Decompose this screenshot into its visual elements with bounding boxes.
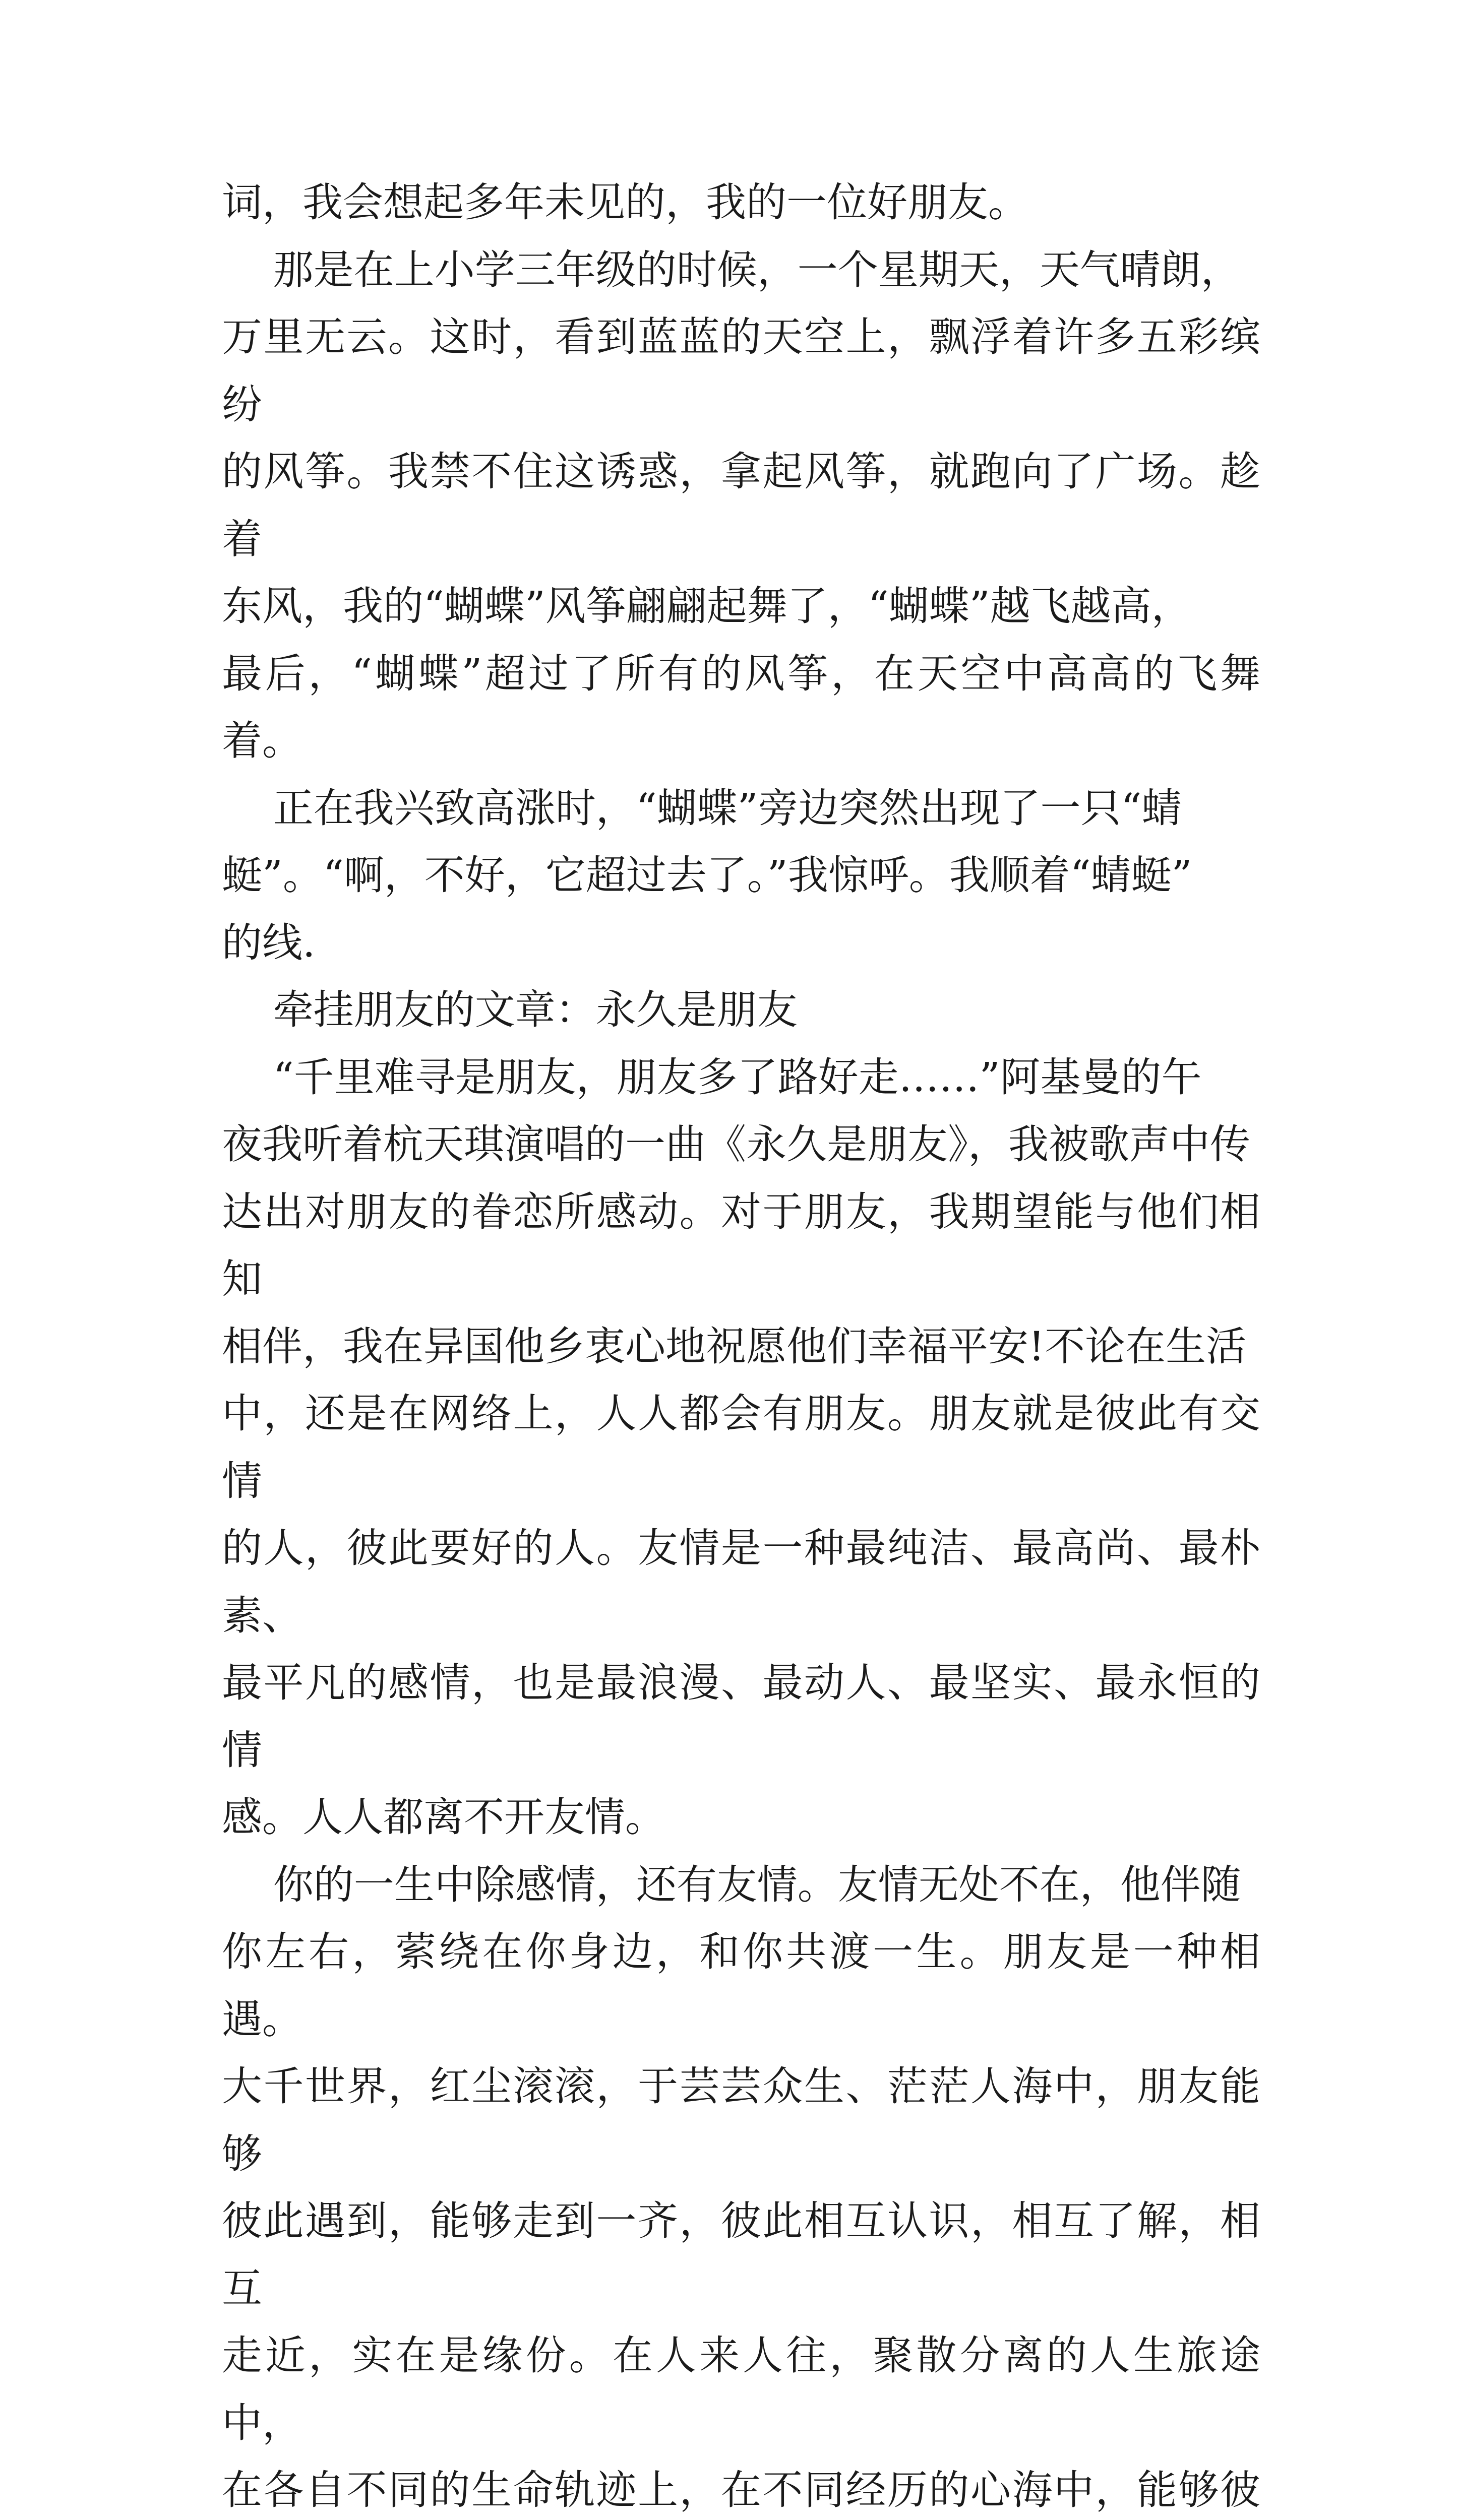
text-line: 走近，实在是缘份。在人来人往，聚散分离的人生旅途中， [222,2332,1260,2446]
text-line: “千里难寻是朋友，朋友多了路好走……”阿基曼的午 [222,1053,1202,1101]
text-line: 万里无云。这时，看到蓝蓝的天空上，飘浮着许多五彩缤纷 [222,313,1260,428]
text-line: 中，还是在网络上，人人都会有朋友。朋友就是彼此有交情 [222,1390,1260,1504]
text-line: 正在我兴致高涨时，“蝴蝶”旁边突然出现了一只“蜻 [222,784,1182,832]
body-text [222,169,1260,2520]
text-line: 那是在上小学三年级的时候，一个星期天，天气晴朗， [222,246,1241,293]
text-line: 你的一生中除感情，还有友情。友情无处不在，他伴随 [222,1861,1241,1908]
text-line: 相伴，我在异国他乡衷心地祝愿他们幸福平安!不论在生活 [222,1322,1247,1370]
text-line: 的人，彼此要好的人。友情是一种最纯洁、最高尚、最朴素、 [222,1525,1260,1639]
text-line: 夜我听着杭天琪演唱的一曲《永久是朋友》，我被歌声中传 [222,1121,1250,1168]
section-heading: 牵挂朋友的文章：永久是朋友 [222,986,798,1033]
text-line: 蜓”。“啊，不好，它超过去了。”我惊呼。我顺着“蜻蜓” [222,852,1192,899]
text-line: 达出对朋友的眷恋所感动。对于朋友，我期望能与他们相知 [222,1188,1260,1302]
text-line: 在各自不同的生命轨迹上，在不同经历的心海中，能够彼 [222,2467,1260,2513]
text-line: 你左右，萦绕在你身边，和你共渡一生。朋友是一种相遇。 [222,1928,1260,2043]
text-line: 东风，我的“蝴蝶”风筝翩翩起舞了，“蝴蝶”越飞越高， [222,583,1192,629]
text-line: 的风筝。我禁不住这诱惑，拿起风筝，就跑向了广场。趁着 [222,448,1260,562]
text-line: 彼此遇到，能够走到一齐，彼此相互认识，相互了解，相互 [222,2197,1260,2312]
text-line: 最平凡的感情，也是最浪漫、最动人、最坚实、最永恒的情 [222,1659,1260,1774]
text-line: 的线. [222,919,316,966]
text-line: 感。人人都离不开友情。 [222,1794,665,1841]
text-line: 词，我会想起多年未见的，我的一位好朋友。 [222,179,1028,226]
text-line: 最后，“蝴蝶”超过了所有的风筝，在天空中高高的飞舞着。 [222,650,1260,764]
text-line: 大千世界，红尘滚滚，于芸芸众生、茫茫人海中，朋友能够 [222,2063,1260,2177]
